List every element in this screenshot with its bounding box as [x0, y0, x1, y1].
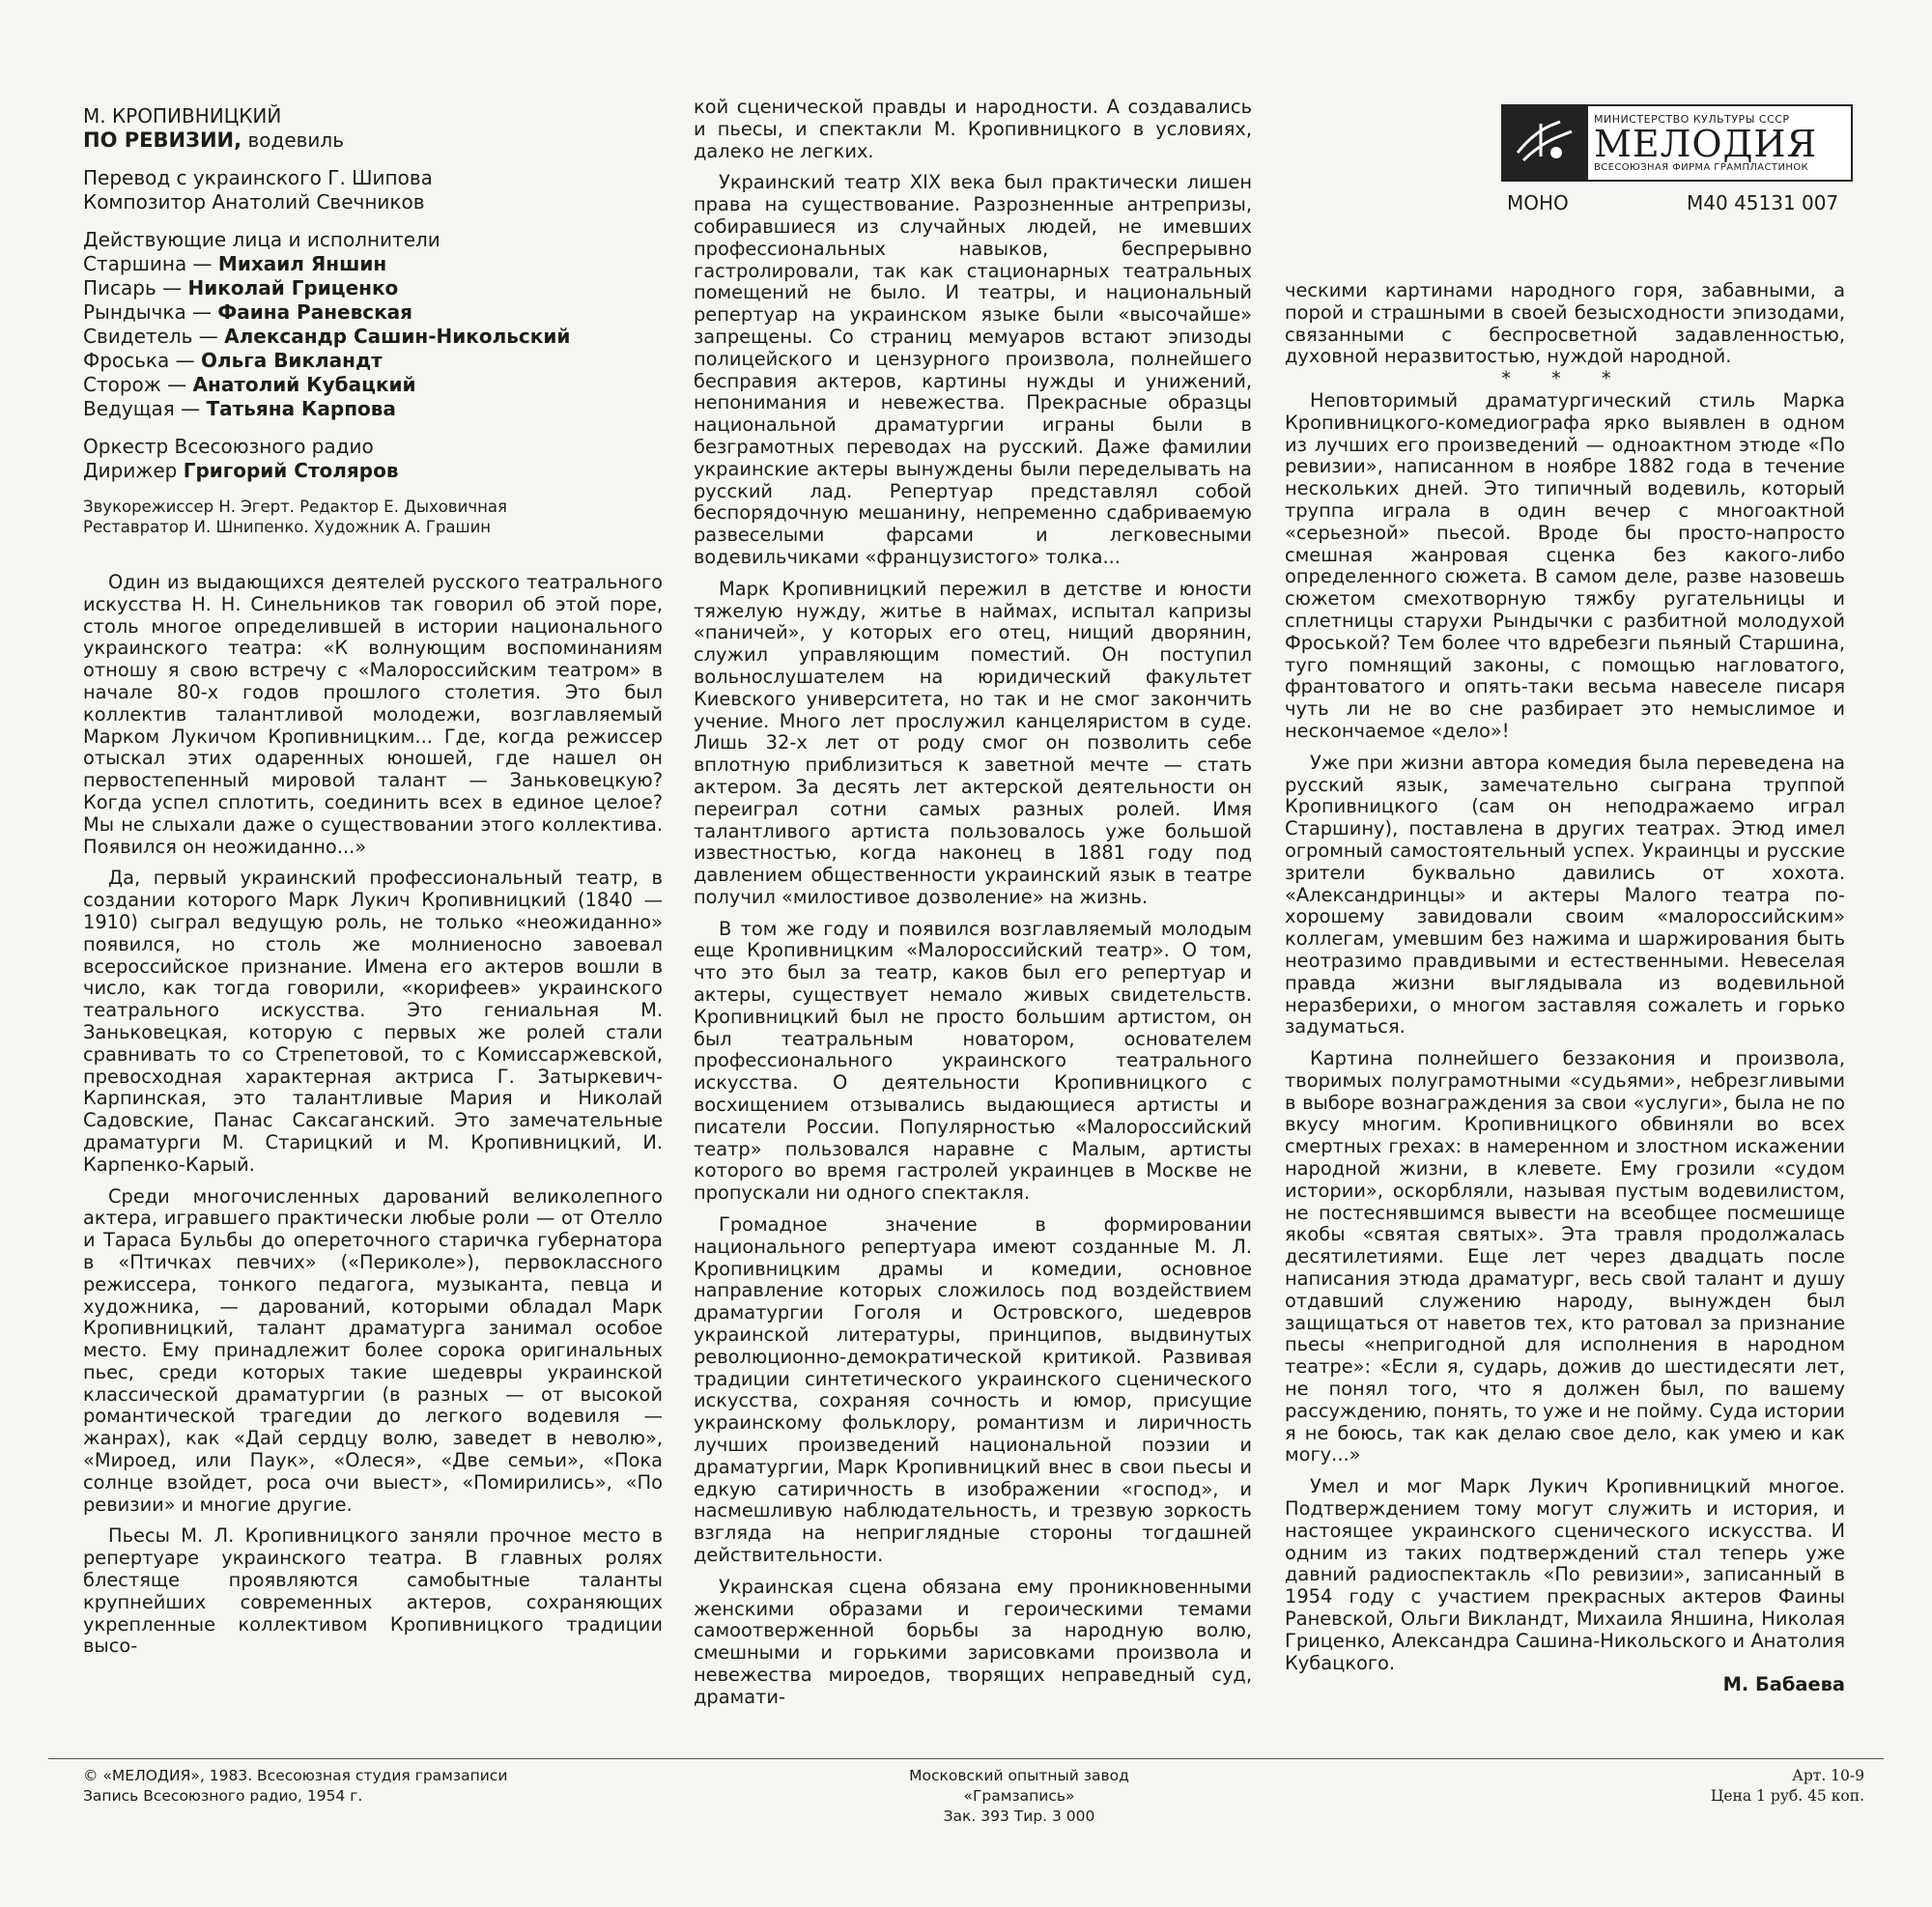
cast-heading: Действующие лица и исполнители: [83, 228, 440, 251]
paragraph: Пьесы М. Л. Кропивницкого заняли прочное место в репертуаре украинского театра. В главных ролях блестяще проявляются самобытные таланты крупнейших современных актеров, сохраняющих укрепленные коллективом Кропивницкого традиции высо-: [83, 1524, 663, 1658]
paragraph: Умел и мог Марк Лукич Кропивницкий многое. Подтверждением тому могут служить и история, и настоящее украинского сценического искусства. И одним из таких подтверждений стал теперь уже давний радиоспектакль «По ревизии», записанный в 1954 году с участием прекрасных актеров Фаины Раневской, Ольги Викландт, Михаила Яншина, Николая Гриценко, Александра Сашина-Никольского и Анатолия Кубацкого.: [1285, 1475, 1845, 1674]
credits-line: Реставратор И. Шнипенко. Художник А. Грашин: [83, 518, 492, 536]
melodiya-emblem-icon: [1503, 106, 1588, 180]
production-credits: [83, 497, 663, 537]
cast-item: Рындычка — Фаина Раневская: [83, 300, 413, 324]
cast-item: Писарь — Николай Гриценко: [83, 276, 399, 299]
footer-line: © «МЕЛОДИЯ», 1983. Всесоюзная студия грамзаписи: [83, 1767, 508, 1784]
play-genre: водевиль: [242, 128, 344, 152]
footer-line: Запись Всесоюзного радио, 1954 г.: [83, 1787, 363, 1805]
footer-copyright: [83, 1766, 507, 1807]
paragraph: ческими картинами народного горя, забавными, а порой и страшными в своей безысходности эпизодами, связанными с беспросветной задавленностью, духовной неразвитостью, нуждой народной.: [1285, 279, 1845, 368]
paragraph: Картина полнейшего беззакония и произвола, творимых полуграмотными «судьями», небрезгливыми в выборе вознаграждения за свои «услуги», была не по вкусу многим. Кропивницкого обвиняли во всех смертных грехах: в намеренном и злостном искажении народной жизни, в клевете. Ему грозили «судом истории», оскорбляли, называя пустым водевилистом, не постеснявшимся вывести на всеобщее посмешище якобы «святая святых». Эта травля продолжалась десятилетиями. Еще лет через двадцать после написания этюда драматург, весь свой талант и душу отдавший служению народу, вынужден был защищаться от наветов тех, кто ратовал за признание пьесы «непригодной для исполнения в народном театре»: «Если я, сударь, дожив до шестидесяти лет, не понял того, что я должен был, по вашему рассуждению, понять, то уже и не пойму. Суда истории я не боюсь, так как делаю свое дело, как умею и как могу...»: [1285, 1047, 1845, 1466]
translation: Перевод с украинского Г. Шипова: [83, 166, 433, 189]
footer-line: Цена 1 руб. 45 коп.: [1710, 1787, 1864, 1805]
cast-item: Старшина — Михаил Яншин: [83, 252, 387, 275]
author-signature: М. Бабаева: [1722, 1673, 1845, 1696]
logo-text: [1588, 106, 1851, 180]
cast-item: Сторож — Анатолий Кубацкий: [83, 373, 416, 396]
paragraph: Уже при жизни автора комедия была переведена на русский язык, замечательно сыграна труппой Кропивницкого (сам он неподражаемо играл Старшину), поставлена в других театрах. Этюд имел огромный самостоятельный успех. Украинцы и русские зрители буквально давились от хохота. «Александринцы» и актеры Малого театра по-хорошему завидовали своим «малороссийским» коллегам, умевшим без нажима и шаржирования быть неотразимо правдивыми и естественными. Невеселая правда жизни выглядывала из водевильной неразберихи, о многом заставляя сожалеть и горько задуматься.: [1285, 751, 1845, 1039]
footer-line: Арт. 10-9: [1792, 1767, 1864, 1784]
section-divider: * * *: [1501, 367, 1629, 390]
footer-line: Зак. 393 Тир. 3 000: [943, 1807, 1095, 1825]
paragraph: кой сценической правды и народности. А создавались и пьесы, и спектакли М. Кропивницкого в условиях, далеко не легких.: [694, 96, 1252, 162]
cast-item: Свидетель — Александр Сашин-Никольский: [83, 325, 571, 348]
paragraph: Марк Кропивницкий пережил в детстве и юности тяжелую нужду, житье в наймах, испытал капризы «паничей», у которых его отец, нищий дворянин, служил управляющим поместий. Он поступил вольнослушателем на юридический факультет Киевского университета, но так и не смог закончить учение. Много лет прослужил канцеляристом в суде. Лишь 32-х лет от роду смог он позволить себе вплотную приблизиться к заветной мечте — стать актером. За десять лет актерской деятельности он переиграл сотни самых разных ролей. Имя талантливого артиста пользовалось уже большой известностью, когда наконец в 1881 году под давлением общественности украинский язык в театре получил «милостивое дозволение» на жизнь.: [694, 577, 1252, 908]
paragraph: Один из выдающихся деятелей русского театрального искусства Н. Н. Синельников так говорил об этой поре, столь многое определившей в истории национального украинского театра: «К волнующим воспоминаниям отношу я свою встречу с «Малороссийским театром» в начале 80-х годов прошлого столетия. Это был коллектив талантливой молодежи, возглавляемый Марком Лукичом Кропивницким... Где, когда режиссер отыскал этих одаренных юношей, где нашел он первостепенный мировой талант — Заньковецкую? Когда успел сплотить, соединить всех в единое целое? Мы не слыхали даже о существовании этого коллектива. Появился он неожиданно...»: [83, 571, 663, 858]
logo-ministry: МИНИСТЕРСТВО КУЛЬТУРЫ СССР: [1594, 113, 1790, 126]
paragraph: Неповторимый драматургический стиль Марка Кропивницкого-комедиографа ярко выявлен в одном из лучших его произведений — одноактном этюде «По ревизии», написанном в ноябре 1882 года в течение нескольких дней. Это типичный водевиль, который труппа играла в один вечер с многоактной «серьезной» пьесой. Вроде бы просто-напросто смешная жанровая сценка без какого-либо определенного сюжета. В самом деле, разве назовешь сюжетом смехотворную тяжбу ругательницы и сплетницы старухи Рындычки с разбитной молодухой Фроськой? Тем более что вдребезги пьяный Старшина, туго помнящий законы, с помощью нагловатого, франтоватого и опять-таки весьма навеселе писаря чуть ли не во сне разбирает это немыслимое и нескончаемое «дело»!: [1285, 388, 1845, 742]
credits-line: Звукорежиссер Н. Эгерт. Редактор Е. Дыховичная: [83, 498, 507, 516]
paragraph: В том же году и появился возглавляемый молодым еще Кропивницким «Малороссийский театр». О том, что это был за театр, каков был его репертуар и актеры, существует немало живых свидетельств. Кропивницкий был не просто большим артистом, он был театральным новатором, основателем профессионального украинского театрального искусства. О деятельности Кропивницкого с восхищением отзывались выдающиеся артисты и писатели России. Популярностью «Малороссийский театр» пользовался наравне с Малым, артисты которого во время гастролей украинцев в Москве не пропускали ни одного спектакля.: [694, 917, 1252, 1205]
conductor: Дирижер Григорий Столяров: [83, 459, 399, 482]
footer-divider: [48, 1758, 1884, 1759]
paragraph: Украинский театр XIX века был практически лишен права на существование. Разрозненные антрепризы, собиравшиеся из случайных людей, не имевших профессиональных навыков, беспрерывно гастролировали, так как стационарных театральных помещений не было. И театры, и национальный репертуар на украинском языке были «высочайше» запрещены. Со страниц мемуаров встают эпизоды полицейского и цензурного произвола, полнейшего бесправия актеров, картины нужды и унижений, непонимания и невежества. Прекрасные образцы национальной драматургии играны были в безграмотных переводах на русский. Даже фамилии украинские актеры вынуждены были переделывать на русский лад. Репертуар представлял собой беспорядочную мешанину, непременно сдабриваемую развеселыми фарсами и легковесными водевильчиками «французистого» толка...: [694, 171, 1252, 568]
mono-label: МОНО: [1507, 191, 1569, 214]
cast-item: Фроська — Ольга Викландт: [83, 349, 383, 372]
logo-firm: ВСЕСОЮЗНАЯ ФИРМА ГРАМПЛАСТИНОК: [1594, 162, 1809, 173]
melodiya-logo: [1501, 104, 1853, 182]
play-title: ПО РЕВИЗИИ,: [83, 128, 242, 152]
paragraph: Среди многочисленных дарований великолепного актера, игравшего практически любые роли — от Отелло и Тараса Бульбы до опереточного старичка губернатора в «Птичках певчих» («Периколе»), первоклассного режиссера, тонкого педагога, музыканта, певца и художника, — дарований, которыми обладал Марк Кропивницкий, талант драматурга занимал особое место. Ему принадлежит более сорока оригинальных пьес, среди которых такие шедевры украинской классической драматургии (в разных — от высокой романтической трагедии до легкого водевиля — жанрах), как «Дай сердцу волю, заведет в неволю», «Мироед, или Паук», «Олеся», «Две семьи», «Пока солнце взойдет, роса очи выест», «Помирились», «По ревизии» и многие другие.: [83, 1184, 663, 1516]
title-line: [83, 128, 663, 153]
paragraph: Да, первый украинский профессиональный театр, в создании которого Марк Лукич Кропивницкий (1840 — 1910) сыграл ведущую роль, не только «неожиданно» появился, но столь же молниеносно завоевал всероссийское признание. Имена его актеров вошли в число, как тогда говорили, «корифеев» украинского театрального искусства. Это гениальная М. Заньковецкая, которую с первых же ролей стали сравнивать то со Стрепетовой, то с Комиссаржевской, превосходная характерная актриса Г. Затыркевич-Карпинская, это талантливые Мария и Николай Садовские, Панас Саксаганский. Это замечательные драматурги М. Старицкий и М. Кропивницкий, И. Карпенко-Карый.: [83, 867, 663, 1176]
footer-plant: [855, 1766, 1183, 1827]
catalog-number: М40 45131 007: [1687, 191, 1839, 214]
right-column: [1285, 280, 1845, 1696]
author: М. КРОПИВНИЦКИЙ: [83, 104, 282, 128]
orchestra: Оркестр Всесоюзного радио: [83, 435, 374, 458]
logo-brand: МЕЛОДИЯ: [1594, 123, 1818, 165]
composer: Композитор Анатолий Свечников: [83, 190, 425, 213]
left-column: [83, 104, 663, 1658]
footer-price: [1711, 1766, 1864, 1807]
liner-header: [83, 104, 663, 483]
middle-column: [694, 97, 1252, 1709]
footer-line: Московский опытный завод «Грамзапись»: [909, 1767, 1129, 1805]
cast-item: Ведущая — Татьяна Карпова: [83, 397, 396, 420]
paragraph: Громадное значение в формировании национального репертуара имеют созданные М. Л. Кропивницким драмы и комедии, основное направление которых сложилось под воздействием драматургии Гоголя и Островского, шедевров украинской литературы, принципов, выдвинутых революционно-демократической критикой. Развивая традиции синтетического украинского сценического искусства, сохраняя сочность и юмор, присущие украинскому фольклору, романтизм и лиричность лучших произведений национальной поэзии и драматургии, Марк Кропивницкий внес в свои пьесы и едкую сатиричность в изображении «господ», и насмешливую наблюдательность, и трезвую зоркость взгляда на неприглядные стороны тогдашней действительности.: [694, 1213, 1252, 1566]
paragraph: Украинская сцена обязана ему проникновенными женскими образами и героическими темами самоотверженной борьбы за народную волю, смешными и горькими зарисовками произвола и невежества мироедов, творящих неправедный суд, драмати-: [694, 1575, 1252, 1708]
